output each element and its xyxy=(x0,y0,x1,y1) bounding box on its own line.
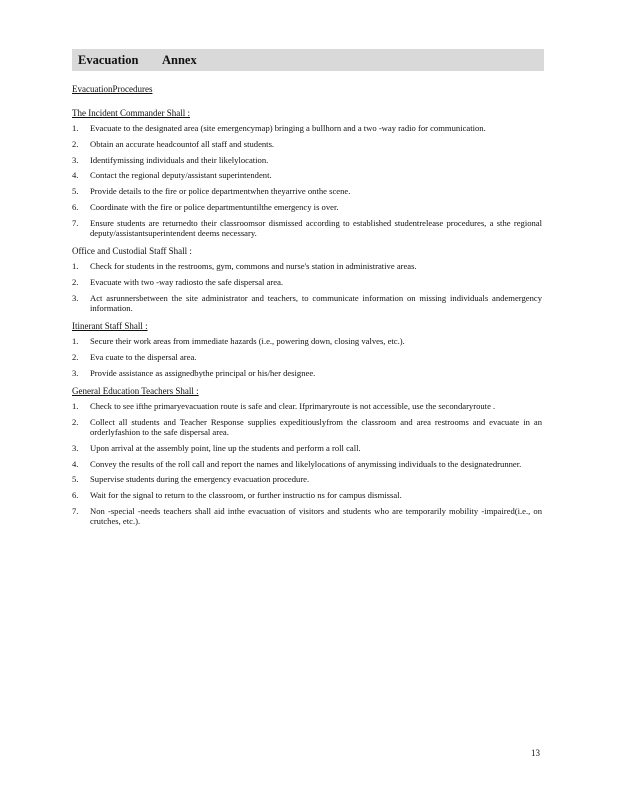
document-body xyxy=(72,84,542,534)
list-item xyxy=(72,170,542,180)
section xyxy=(72,386,542,526)
list-item xyxy=(72,186,542,196)
list-item-text: Provide details to the fire or police departmentwhen theyarrive onthe scene. xyxy=(90,186,351,197)
list-item-number: 3. xyxy=(72,367,79,378)
list-item-number: 5. xyxy=(72,186,79,197)
list-item xyxy=(72,155,542,165)
section xyxy=(72,321,542,378)
list-item-number: 6. xyxy=(72,490,79,501)
item-list xyxy=(72,401,542,526)
list-item-text: Obtain an accurate headcountof all staff and students. xyxy=(90,138,275,149)
list-item-text: Contact the regional deputy/assistant superintendent. xyxy=(90,170,272,181)
list-item-text: Wait for the signal to return to the classroom, or further instructio ns for campus dismissal. xyxy=(90,490,402,501)
section-heading: The Incident Commander Shall : xyxy=(72,108,190,118)
list-item-number: 2. xyxy=(72,138,79,149)
list-item-number: 5. xyxy=(72,474,79,485)
list-item-text: Ensure students are returnedto their classroomsor dismissed according to established studentrelease procedures, a sthe regional deputy/assistantsuperintendent deems necessary. xyxy=(90,217,542,238)
list-item xyxy=(72,123,542,133)
section-heading: Office and Custodial Staff Shall : xyxy=(72,246,192,257)
list-item-number: 3. xyxy=(72,292,79,303)
list-item xyxy=(72,401,542,411)
header-annex: Annex xyxy=(162,53,197,67)
header-title: Evacuation xyxy=(78,53,139,67)
list-item-text: Identifymissing individuals and their likelylocation. xyxy=(90,154,269,165)
list-item-number: 4. xyxy=(72,170,79,181)
list-item xyxy=(72,277,542,287)
list-item-number: 7. xyxy=(72,217,79,228)
list-item xyxy=(72,336,542,346)
list-item-number: 1. xyxy=(72,123,79,133)
list-item-text: Upon arrival at the assembly point, line up the students and perform a roll call. xyxy=(90,442,361,453)
page-title: EvacuationProcedures xyxy=(72,84,153,94)
list-item-number: 2. xyxy=(72,351,79,362)
list-item xyxy=(72,490,542,500)
section-header-bar xyxy=(72,49,544,71)
list-item xyxy=(72,218,542,238)
list-item-text: Eva cuate to the dispersal area. xyxy=(90,351,197,362)
list-item-text: Supervise students during the emergency evacuation procedure. xyxy=(90,474,310,485)
list-item-text: Convey the results of the roll call and report the names and likelylocations of anymissing individuals to the designatedrunner. xyxy=(90,458,522,469)
list-item xyxy=(72,202,542,212)
list-item-text: Evacuate to the designated area (site emergencymap) bringing a bullhorn and a two -way radio for communication. xyxy=(90,123,486,133)
list-item-text: Collect all students and Teacher Response supplies expeditiouslyfrom the classroom and area restrooms and evacuate in an orderlyfashion to the safe dispersal area. xyxy=(90,416,542,437)
list-item-text: Coordinate with the fire or police departmentuntilthe emergency is over. xyxy=(90,201,339,212)
list-item xyxy=(72,139,542,149)
sections-container xyxy=(72,108,542,526)
list-item-number: 4. xyxy=(72,458,79,469)
list-item-number: 1. xyxy=(72,400,79,411)
list-item xyxy=(72,443,542,453)
list-item-number: 2. xyxy=(72,276,79,287)
list-item-text: Evacuate with two -way radiosto the safe dispersal area. xyxy=(90,276,284,287)
list-item xyxy=(72,261,542,271)
section xyxy=(72,246,542,313)
list-item xyxy=(72,417,542,437)
list-item-number: 7. xyxy=(72,505,79,516)
list-item-number: 1. xyxy=(72,336,79,347)
list-item-text: Secure their work areas from immediate hazards (i.e., powering down, closing valves, etc.). xyxy=(90,336,405,347)
item-list xyxy=(72,123,542,238)
section-heading: Itinerant Staff Shall : xyxy=(72,321,148,332)
list-item-number: 3. xyxy=(72,442,79,453)
list-item-text: Check for students in the restrooms, gym, commons and nurse's station in administrative areas. xyxy=(90,261,417,272)
list-item xyxy=(72,293,542,313)
list-item xyxy=(72,352,542,362)
list-item xyxy=(72,459,542,469)
list-item-number: 6. xyxy=(72,201,79,212)
list-item xyxy=(72,474,542,484)
list-item-text: Check to see ifthe primaryevacuation route is safe and clear. Ifprimaryroute is not accessible, use the secondaryroute . xyxy=(90,400,496,411)
list-item-number: 2. xyxy=(72,416,79,427)
section xyxy=(72,108,542,238)
item-list xyxy=(72,261,542,313)
list-item xyxy=(72,506,542,526)
list-item-text: Act asrunnersbetween the site administrator and teachers, to communicate information on missing individuals andemergency information. xyxy=(90,292,542,313)
list-item-text: Provide assistance as assignedbythe principal or his/her designee. xyxy=(90,367,316,378)
page-number: 13 xyxy=(531,748,540,758)
list-item-number: 3. xyxy=(72,154,79,165)
item-list xyxy=(72,336,542,378)
list-item-text: Non -special -needs teachers shall aid inthe evacuation of visitors and students who are temporarily mobility -impaired(i.e., on crutches, etc.). xyxy=(90,505,542,527)
list-item xyxy=(72,368,542,378)
list-item-number: 1. xyxy=(72,261,79,272)
section-heading: General Education Teachers Shall : xyxy=(72,385,199,396)
